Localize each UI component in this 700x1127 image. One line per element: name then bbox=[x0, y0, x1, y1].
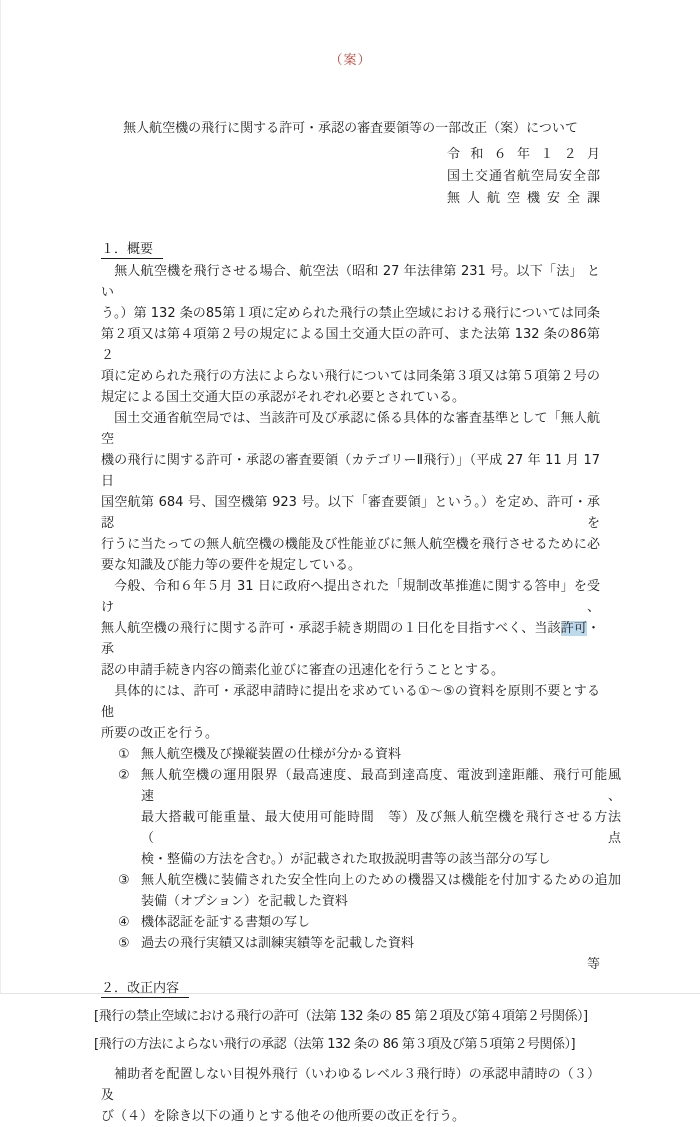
text-line: 今般、令和６年５月 31 日に政府へ提出された「規制改革推進に関する答申」を受け、 bbox=[101, 579, 600, 615]
text-line: 認の申請手続き内容の簡素化並びに審査の迅速化を行うこととする。 bbox=[101, 663, 505, 678]
text-line: 具体的には、許可・承認申請時に提出を求めている①～⑤の資料を原則不要とする他 bbox=[101, 684, 600, 720]
byline-department: 国土交通省航空局安全部 bbox=[447, 169, 600, 184]
text-line: 国土交通省航空局では、当該許可及び承認に係る具体的な審査基準として「無人航空 bbox=[101, 411, 600, 447]
etc-note: 等 bbox=[586, 957, 600, 972]
paragraph bbox=[101, 408, 600, 576]
text-line: 過去の飛行実績又は訓練実績等を記載した資料 bbox=[141, 936, 415, 951]
text-line: 第２項又は第４項第２号の規定による国土交通大臣の許可、また法第 132 条の86第２ bbox=[101, 327, 600, 363]
text-line: 機の飛行に関する許可・承認の審査要領（カテゴリーⅡ飛行）」（平成 27 年 11 月 17 日 bbox=[101, 453, 600, 489]
text-line: 検・整備の方法を含む。）が記載された取扱説明書等の該当部分の写し bbox=[141, 852, 551, 867]
text-line: う。）第 132 条の85第１項に定められた飛行の禁止空域における飛行については同条 bbox=[101, 306, 600, 321]
section-heading-text: ２．改正内容 bbox=[101, 981, 189, 998]
list-item-text bbox=[141, 933, 621, 954]
text-line: 無人航空機を飛行させる場合、航空法（昭和 27 年法律第 231 号。以下「法」 とい bbox=[101, 264, 600, 300]
byline-date: 令和６年１２月 bbox=[447, 147, 600, 162]
highlighted-text: 許可 bbox=[560, 621, 587, 636]
paragraph bbox=[101, 1064, 600, 1127]
list-marker: ① bbox=[118, 747, 130, 762]
paragraph bbox=[101, 576, 600, 681]
text-line: 国空航第 684 号、国空機第 923 号。以下「審査要領」という。）を定め、許可・承認を bbox=[101, 495, 600, 531]
text-line: 規定による国土交通大臣の承認がそれぞれ必要とされている。 bbox=[101, 390, 466, 405]
list-marker: ④ bbox=[118, 915, 130, 930]
text-line: 要な知識及び能力等の要件を規定している。 bbox=[101, 558, 362, 573]
section-heading-text: １．概要 bbox=[101, 242, 163, 259]
list-item-text bbox=[141, 744, 621, 765]
list-item bbox=[101, 870, 621, 912]
text-line: 装備（オプション）を記載した資料 bbox=[141, 894, 348, 909]
text-line: 項に定められた飛行の方法によらない飛行については同条第３項又は第５項第２号の bbox=[101, 369, 600, 384]
section-heading bbox=[101, 239, 600, 260]
list-item bbox=[101, 912, 600, 933]
text-line: び（４）を除き以下の通りとする他その他所要の改正を行う。 bbox=[101, 1109, 466, 1124]
text-line: 無人航空機に装備された安全性向上のための機器又は機能を付加するための追加 bbox=[141, 873, 621, 888]
text-line: 機体認証を証する書類の写し bbox=[141, 915, 311, 930]
document-body bbox=[94, 239, 621, 1127]
list-marker: ② bbox=[118, 768, 130, 783]
text-line: 無人航空機及び操縦装置の仕様が分かる資料 bbox=[141, 747, 402, 762]
section-heading bbox=[101, 978, 600, 999]
text-line: 行うに当たっての無人航空機の機能及び性能並びに無人航空機を飛行させるために必 bbox=[101, 537, 600, 552]
bracket-reference: [飛行の禁止空域における飛行の許可（法第 132 条の 85 第２項及び第４項第２号関係）] bbox=[94, 1009, 588, 1024]
text-line: 最大搭載可能重量、最大使用可能時間 等）及び無人航空機を飛行させる方法（点 bbox=[141, 810, 621, 846]
text-line: 所要の改正を行う。 bbox=[101, 726, 219, 741]
text-line: 補助者を配置しない目視外飛行（いわゆるレベル３飛行時）の承認申請時の（３）及 bbox=[101, 1067, 600, 1103]
byline bbox=[101, 144, 600, 210]
text-line: 無人航空機の運用限界（最高速度、最高到達高度、電波到達距離、飛行可能風速、 bbox=[141, 768, 621, 804]
list-item bbox=[101, 765, 621, 870]
paragraph bbox=[101, 261, 600, 408]
list-marker: ⑤ bbox=[118, 936, 130, 951]
document-title: 無人航空機の飛行に関する許可・承認の審査要領等の一部改正（案）について bbox=[123, 121, 578, 136]
list-item-text bbox=[141, 912, 621, 933]
list-item bbox=[101, 933, 600, 954]
byline-division: 無人航空機安全課 bbox=[447, 191, 600, 206]
text-line: 無人航空機の飛行に関する許可・承認手続き期間の１日化を目指すべく、当該許可・承 bbox=[101, 621, 600, 657]
list-marker: ③ bbox=[118, 873, 130, 888]
list-item-text bbox=[141, 870, 621, 912]
bracket-reference: [飛行の方法によらない飛行の承認（法第 132 条の 86 第３項及び第５項第２号関係）] bbox=[94, 1037, 576, 1052]
paragraph bbox=[101, 681, 600, 744]
list-item bbox=[101, 744, 600, 765]
ordered-list bbox=[101, 744, 621, 954]
draft-stamp: （案） bbox=[329, 53, 372, 68]
list-item-text bbox=[141, 765, 621, 870]
